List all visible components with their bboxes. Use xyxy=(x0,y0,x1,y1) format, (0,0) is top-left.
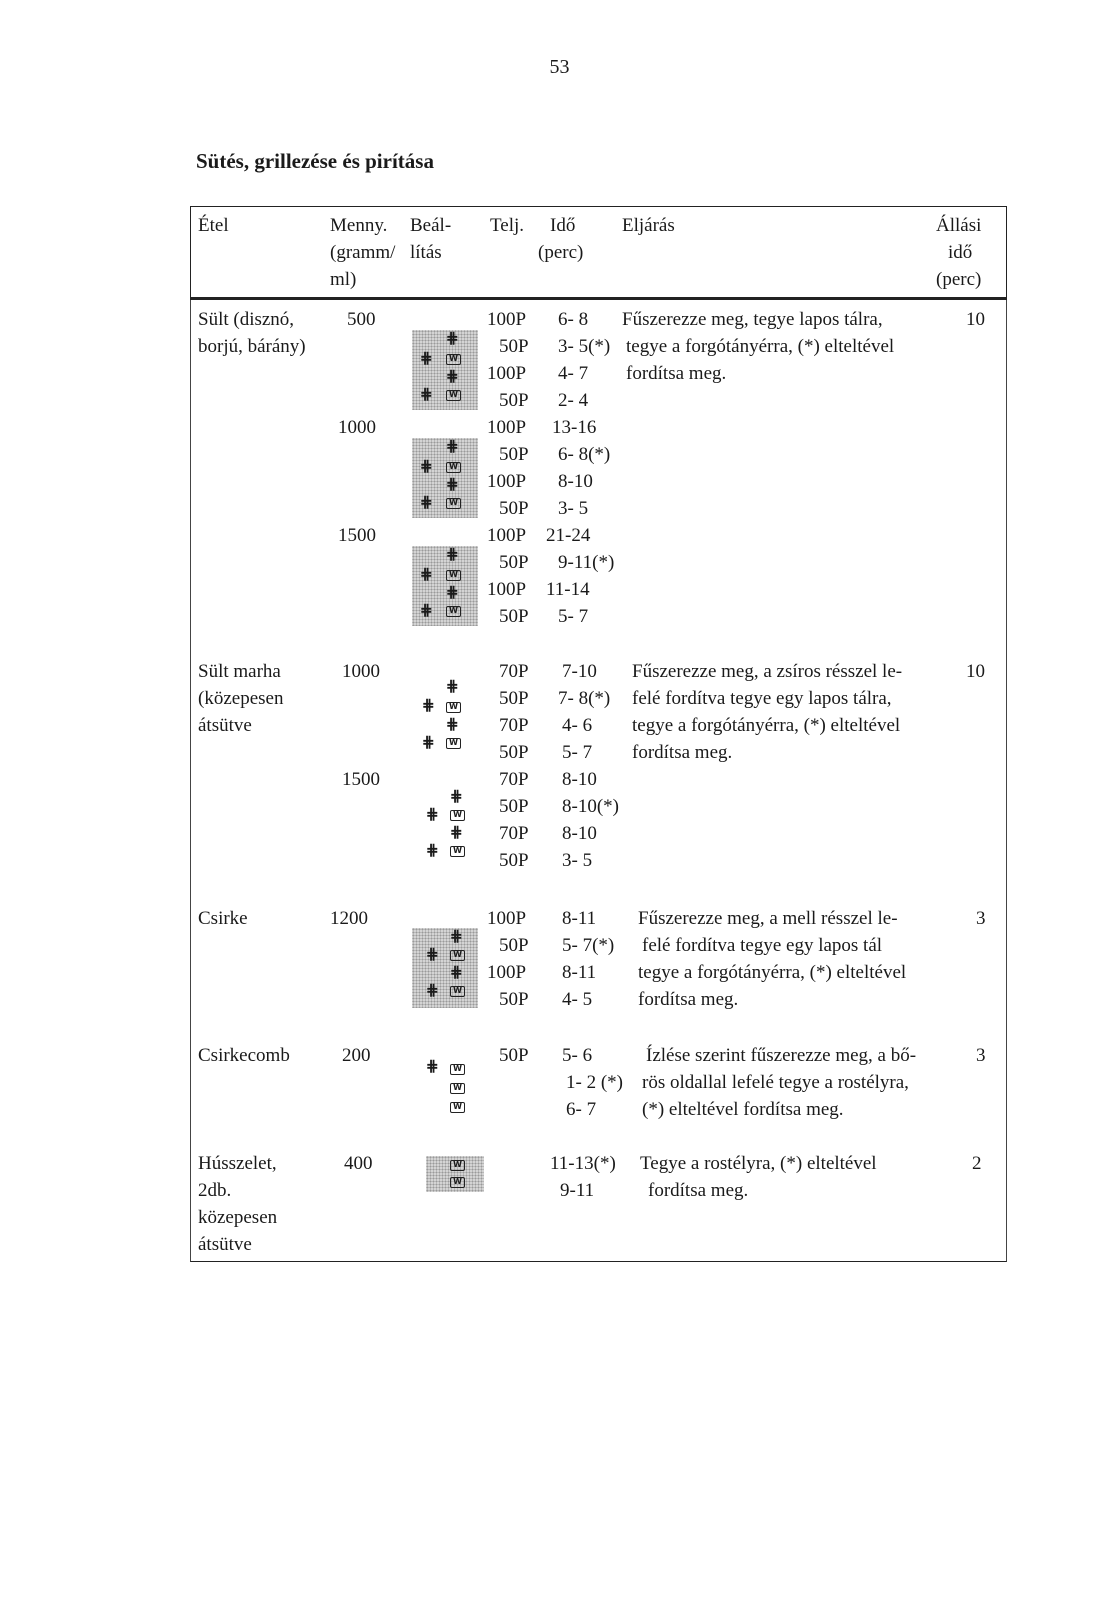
row-procedure: (*) elteltével fordítsa meg. xyxy=(642,1099,844,1120)
row-power: 70P xyxy=(499,715,529,736)
row-power: 50P xyxy=(499,336,529,357)
grill-icon: ⋕ xyxy=(446,679,459,695)
row-time: 3- 5 xyxy=(562,850,593,871)
row-time: 6- 8 xyxy=(558,309,589,330)
row-procedure: tegye a forgótányérra, (*) elteltével xyxy=(638,962,907,983)
row-power: 50P xyxy=(499,796,529,817)
row-standing-time: 3 xyxy=(976,908,986,929)
microwave-icon: W xyxy=(446,462,461,473)
row-time: 6- 8(*) xyxy=(558,444,611,465)
row-power: 100P xyxy=(487,525,527,546)
microwave-icon: W xyxy=(446,570,461,581)
row-procedure: fordítsa meg. xyxy=(638,989,739,1010)
col-header-allasi: Állási xyxy=(936,215,982,236)
row-time: 5- 7(*) xyxy=(562,935,615,956)
row-time: 7-10 xyxy=(562,661,597,682)
grill-icon: ⋕ xyxy=(426,843,439,859)
row-food-name: közepesen xyxy=(198,1207,278,1228)
col-header-etel: Étel xyxy=(198,215,229,236)
col-header-ido: Idő xyxy=(550,215,576,236)
grill-icon: ⋕ xyxy=(446,369,459,385)
row-procedure: rös oldallal lefelé tegye a rostélyra, xyxy=(642,1072,909,1093)
microwave-icon: W xyxy=(450,950,465,961)
row-standing-time: 10 xyxy=(966,309,985,330)
row-power: 50P xyxy=(499,688,529,709)
row-time: 5- 6 xyxy=(562,1045,593,1066)
row-food-name: 2db. xyxy=(198,1180,232,1201)
microwave-icon: W xyxy=(450,1160,465,1171)
row-amount: 1500 xyxy=(342,769,380,790)
col-header-menny: ml) xyxy=(330,269,357,290)
setting-pattern xyxy=(412,928,478,1008)
row-power: 100P xyxy=(487,309,527,330)
row-power: 100P xyxy=(487,908,527,929)
row-power: 100P xyxy=(487,417,527,438)
grill-icon: ⋕ xyxy=(422,735,435,751)
row-procedure: fordítsa meg. xyxy=(648,1180,749,1201)
grill-icon: ⋕ xyxy=(426,983,439,999)
col-header-menny: Menny. xyxy=(330,215,388,236)
row-time: 5- 7 xyxy=(562,742,593,763)
grill-icon: ⋕ xyxy=(450,965,463,981)
grill-icon: ⋕ xyxy=(446,717,459,733)
row-power: 50P xyxy=(499,989,529,1010)
col-header-telj: Telj. xyxy=(490,215,525,236)
grill-icon: ⋕ xyxy=(446,477,459,493)
col-header-eljaras: Eljárás xyxy=(622,215,675,236)
row-procedure: tegye a forgótányérra, (*) elteltével xyxy=(632,715,901,736)
row-food-name: átsütve xyxy=(198,715,252,736)
grill-icon: ⋕ xyxy=(426,947,439,963)
row-procedure: fordítsa meg. xyxy=(626,363,727,384)
row-procedure: Fűszerezze meg, a zsíros résszel le- xyxy=(632,661,903,682)
row-time: 3- 5 xyxy=(558,498,589,519)
grill-icon: ⋕ xyxy=(420,459,433,475)
grill-icon: ⋕ xyxy=(446,585,459,601)
col-header-menny: (gramm/ xyxy=(330,242,396,263)
row-standing-time: 10 xyxy=(966,661,985,682)
grill-icon: ⋕ xyxy=(446,331,459,347)
row-standing-time: 3 xyxy=(976,1045,986,1066)
grill-icon: ⋕ xyxy=(426,1059,439,1075)
row-power: 100P xyxy=(487,579,527,600)
microwave-icon: W xyxy=(446,390,461,401)
col-header-allasi: idő xyxy=(948,242,973,263)
grill-icon: ⋕ xyxy=(426,807,439,823)
microwave-icon: W xyxy=(446,606,461,617)
grill-icon: ⋕ xyxy=(450,929,463,945)
row-procedure: felé fordítva tegye egy lapos tálra, xyxy=(632,688,892,709)
row-procedure: felé fordítva tegye egy lapos tál xyxy=(642,935,883,956)
grill-icon: ⋕ xyxy=(450,789,463,805)
page-number: 53 xyxy=(549,56,570,78)
row-time: 21-24 xyxy=(546,525,591,546)
row-time: 2- 4 xyxy=(558,390,589,411)
row-time: 8-10 xyxy=(562,769,597,790)
row-procedure: fordítsa meg. xyxy=(632,742,733,763)
grill-icon: ⋕ xyxy=(420,603,433,619)
microwave-icon: W xyxy=(450,986,465,997)
microwave-icon: W xyxy=(446,702,461,713)
row-procedure: Ízlése szerint fűszerezze meg, a bő- xyxy=(646,1045,917,1066)
row-time: 8-10(*) xyxy=(562,796,619,817)
row-power: 50P xyxy=(499,444,529,465)
row-time: 8-10 xyxy=(562,823,597,844)
grill-icon: ⋕ xyxy=(422,698,435,714)
row-time: 11-13(*) xyxy=(550,1153,616,1174)
microwave-icon: W xyxy=(446,738,461,749)
row-procedure: Tegye a rostélyra, (*) elteltével xyxy=(640,1153,877,1174)
row-time: 1- 2 (*) xyxy=(566,1072,623,1093)
microwave-icon: W xyxy=(446,498,461,509)
row-food-name: Sült marha xyxy=(198,661,281,682)
row-power: 50P xyxy=(499,850,529,871)
microwave-icon: W xyxy=(450,1102,465,1113)
row-power: 50P xyxy=(499,1045,529,1066)
row-food-name: Hússzelet, xyxy=(198,1153,277,1174)
row-amount: 200 xyxy=(342,1045,371,1066)
row-time: 4- 7 xyxy=(558,363,589,384)
section-title: Sütés, grillezése és pirítása xyxy=(196,149,434,173)
grill-icon: ⋕ xyxy=(446,439,459,455)
col-header-beallitas: Beál- xyxy=(410,215,452,236)
row-time: 8-10 xyxy=(558,471,593,492)
grill-icon: ⋕ xyxy=(420,387,433,403)
row-time: 4- 6 xyxy=(562,715,593,736)
row-amount: 500 xyxy=(347,309,376,330)
row-power: 50P xyxy=(499,935,529,956)
table-header xyxy=(190,206,1007,300)
row-power: 70P xyxy=(499,823,529,844)
microwave-icon: W xyxy=(450,846,465,857)
grill-icon: ⋕ xyxy=(446,547,459,563)
microwave-icon: W xyxy=(450,1064,465,1075)
row-time: 8-11 xyxy=(562,908,597,929)
microwave-icon: W xyxy=(450,810,465,821)
row-power: 100P xyxy=(487,363,527,384)
row-power: 100P xyxy=(487,471,527,492)
microwave-icon: W xyxy=(450,1083,465,1094)
microwave-icon: W xyxy=(450,1177,465,1188)
grill-icon: ⋕ xyxy=(420,351,433,367)
row-food-name: borjú, bárány) xyxy=(198,336,306,357)
row-time: 9-11 xyxy=(560,1180,595,1201)
row-food-name: Csirke xyxy=(198,908,248,929)
row-procedure: Fűszerezze meg, tegye lapos tálra, xyxy=(622,309,883,330)
row-power: 50P xyxy=(499,390,529,411)
row-power: 50P xyxy=(499,742,529,763)
microwave-icon: W xyxy=(446,354,461,365)
row-amount: 1000 xyxy=(342,661,380,682)
row-amount: 1000 xyxy=(338,417,376,438)
row-food-name: (közepesen xyxy=(198,688,284,709)
row-power: 50P xyxy=(499,606,529,627)
row-food-name: átsütve xyxy=(198,1234,252,1255)
row-procedure: Fűszerezze meg, a mell résszel le- xyxy=(638,908,898,929)
grill-icon: ⋕ xyxy=(420,567,433,583)
row-time: 13-16 xyxy=(552,417,597,438)
row-food-name: Csirkecomb xyxy=(198,1045,290,1066)
row-time: 3- 5(*) xyxy=(558,336,611,357)
row-power: 50P xyxy=(499,498,529,519)
grill-icon: ⋕ xyxy=(420,495,433,511)
row-amount: 1200 xyxy=(330,908,368,929)
row-time: 9-11(*) xyxy=(558,552,615,573)
row-amount: 1500 xyxy=(338,525,376,546)
row-food-name: Sült (disznó, xyxy=(198,309,295,330)
col-header-ido: (perc) xyxy=(538,242,584,263)
row-time: 5- 7 xyxy=(558,606,589,627)
row-power: 100P xyxy=(487,962,527,983)
row-amount: 400 xyxy=(344,1153,373,1174)
row-power: 50P xyxy=(499,552,529,573)
col-header-beallitas: lítás xyxy=(410,242,442,263)
row-power: 70P xyxy=(499,661,529,682)
col-header-allasi: (perc) xyxy=(936,269,982,290)
grill-icon: ⋕ xyxy=(450,825,463,841)
row-time: 11-14 xyxy=(546,579,590,600)
row-time: 6- 7 xyxy=(566,1099,597,1120)
row-power: 70P xyxy=(499,769,529,790)
row-time: 7- 8(*) xyxy=(558,688,611,709)
row-time: 4- 5 xyxy=(562,989,593,1010)
row-time: 8-11 xyxy=(562,962,597,983)
row-procedure: tegye a forgótányérra, (*) elteltével xyxy=(626,336,895,357)
row-standing-time: 2 xyxy=(972,1153,982,1174)
